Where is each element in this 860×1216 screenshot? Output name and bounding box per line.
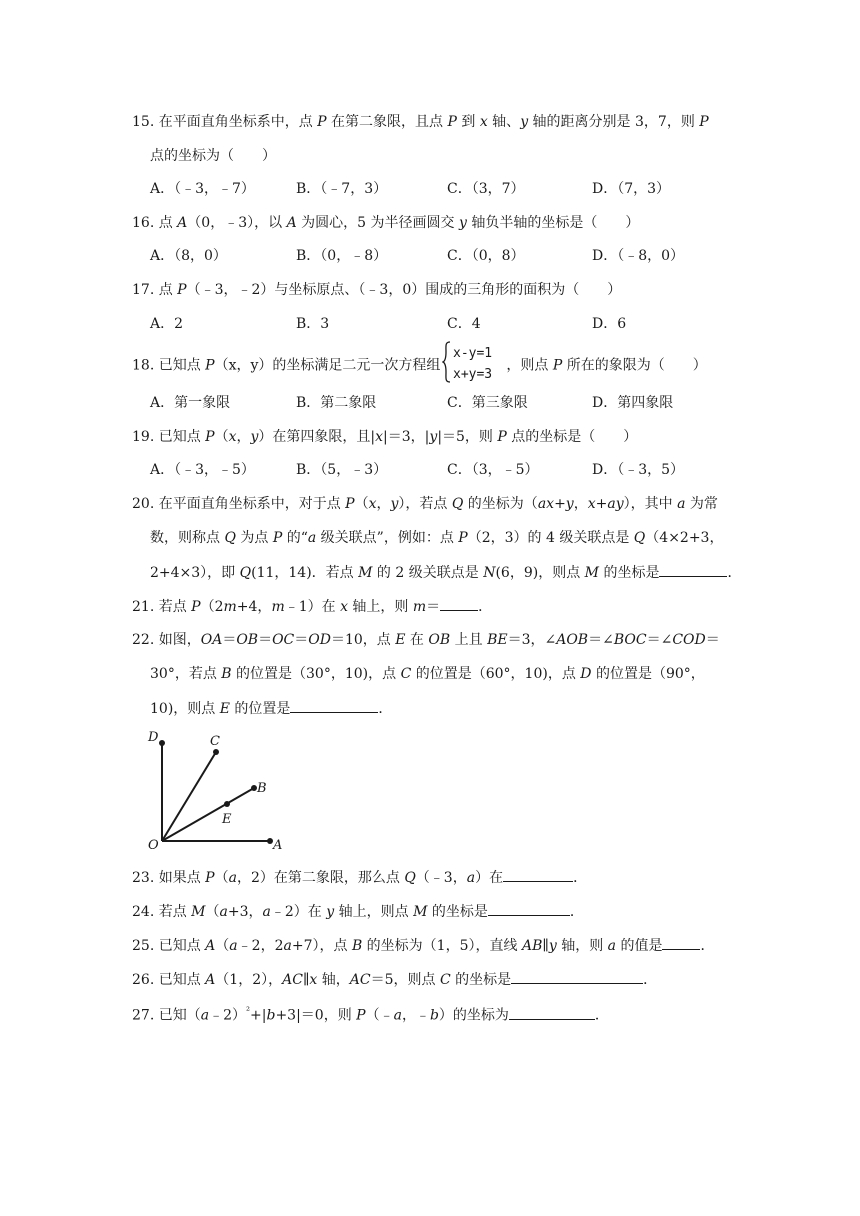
question-20: 20. 在平面直角坐标系中，对于点 P（x，y），若点 Q 的坐标为（ax+y，x+ay），其中 a 为常 xyxy=(132,496,718,512)
q19-option-b: B．（5，﹣3） xyxy=(296,462,388,478)
q18-option-a: A．第一象限 xyxy=(150,395,231,411)
question-26: 26. 已知点 A（1，2），AC∥x 轴，AC＝5，则点 C 的坐标是 ． xyxy=(132,969,732,990)
answer-blank[interactable] xyxy=(440,596,478,611)
q16-option-c: C．（0，8） xyxy=(447,248,525,264)
question-19: 19. 已知点 P（x，y）在第四象限，且|x|＝3，|y|＝5，则 P 点的坐标是（ ） xyxy=(132,429,638,445)
label-o: O xyxy=(148,838,159,853)
segment-ob xyxy=(162,788,254,841)
question-27: 27. 已知（a﹣2）$^{^2}$+|b+3|＝0，则 P（﹣a，﹣b）的坐标为 ． xyxy=(132,1006,609,1024)
question-20-line3: 2+4×3），即 Q(11，14)．若点 M 的 2 级关联点是 N(6，9)，则点 M 的坐标是 ． xyxy=(150,562,730,583)
segment-oc xyxy=(162,752,216,841)
question-18: 18. 已知点 P（x，y）的坐标满足二元一次方程组 x-y=1 x+y=3 ，则点 P 所在的象限为（ ） xyxy=(132,340,732,391)
q16-option-a: A．（8，0） xyxy=(150,248,227,264)
q18-option-c: C．第三象限 xyxy=(447,395,528,411)
angle-figure xyxy=(140,728,300,858)
q18-option-d: D．第四象限 xyxy=(592,395,674,411)
point-d xyxy=(159,740,165,746)
label-e: E xyxy=(222,812,232,827)
answer-blank[interactable] xyxy=(503,867,573,882)
q18-option-b: B．第二象限 xyxy=(296,395,377,411)
question-22-line2: 30°，若点 B 的位置是（30°，10)，点 C 的位置是（60°，10)，点 D 的位置是（90°， xyxy=(150,666,705,682)
equation-1: x-y=1 xyxy=(453,346,493,361)
question-23: 23. 如果点 P（a，2）在第二象限，那么点 Q（﹣3，a）在 ． xyxy=(132,867,732,888)
label-a: A xyxy=(273,838,283,853)
q16-option-b: B．（0，﹣8） xyxy=(296,248,388,264)
question-24: 24. 若点 M（a+3，a﹣2）在 y 轴上，则点 M 的坐标是 ． xyxy=(132,901,732,922)
q19-option-d: D．（﹣3，5） xyxy=(592,462,685,478)
question-21: 21. 若点 P（2m+4，m﹣1）在 x 轴上，则 m＝ ． xyxy=(132,596,732,617)
question-17: 17. 点 P（﹣3，﹣2）与坐标原点、（﹣3，0）围成的三角形的面积为（ ） xyxy=(132,282,622,298)
q19-option-a: A．（﹣3，﹣5） xyxy=(150,462,255,478)
q15-option-d: D．（7，3） xyxy=(592,181,671,197)
q15-option-b: B．（﹣7，3） xyxy=(296,181,388,197)
q17-option-d: D．6 xyxy=(592,316,627,332)
question-15-line2: 点的坐标为（ ） xyxy=(150,148,276,164)
answer-blank[interactable] xyxy=(662,935,700,950)
q17-option-b: B．3 xyxy=(296,316,330,332)
question-16: 16. 点 A（0，﹣3），以 A 为圆心，5 为半径画圆交 y 轴负半轴的坐标是（ ） xyxy=(132,215,640,231)
label-d: D xyxy=(148,730,159,745)
label-c: C xyxy=(210,734,220,749)
q19-option-c: C．（3，﹣5） xyxy=(447,462,539,478)
equation-2: x+y=3 xyxy=(453,367,493,382)
label-b: B xyxy=(257,781,267,796)
question-25: 25. 已知点 A（a﹣2，2a+7），点 B 的坐标为（1，5），直线 AB∥y 轴，则 a 的值是 ． xyxy=(132,935,732,956)
answer-blank[interactable] xyxy=(488,901,570,916)
answer-blank[interactable] xyxy=(511,969,643,984)
answer-blank[interactable] xyxy=(659,562,727,577)
q16-option-d: D．（﹣8，0） xyxy=(592,248,685,264)
question-20-line2: 数，则称点 Q 为点 P 的“a 级关联点”，例如：点 P（2，3）的 4 级关联点是 Q（4×2+3， xyxy=(150,530,724,546)
q15-option-c: C．（3，7） xyxy=(447,181,525,197)
equation-system xyxy=(442,340,504,391)
q17-option-a: A．2 xyxy=(150,316,184,332)
q15-option-a: A．（﹣3，﹣7） xyxy=(150,181,255,197)
answer-blank[interactable] xyxy=(509,1005,595,1020)
question-22: 22. 如图，OA＝OB＝OC＝OD＝10，点 E 在 OB 上且 BE＝3，∠AOB＝∠BOC＝∠COD＝ xyxy=(132,632,720,648)
point-c xyxy=(213,749,219,755)
question-15: 15. 在平面直角坐标系中，点 P 在第二象限，且点 P 到 x 轴、y 轴的距离分别是 3，7，则 P xyxy=(132,114,709,130)
answer-blank[interactable] xyxy=(290,698,378,713)
question-22-line3: 10)，则点 E 的位置是 ． xyxy=(150,698,730,719)
point-e xyxy=(224,801,230,807)
brace-icon xyxy=(442,340,504,384)
q17-option-c: C．4 xyxy=(447,316,481,332)
